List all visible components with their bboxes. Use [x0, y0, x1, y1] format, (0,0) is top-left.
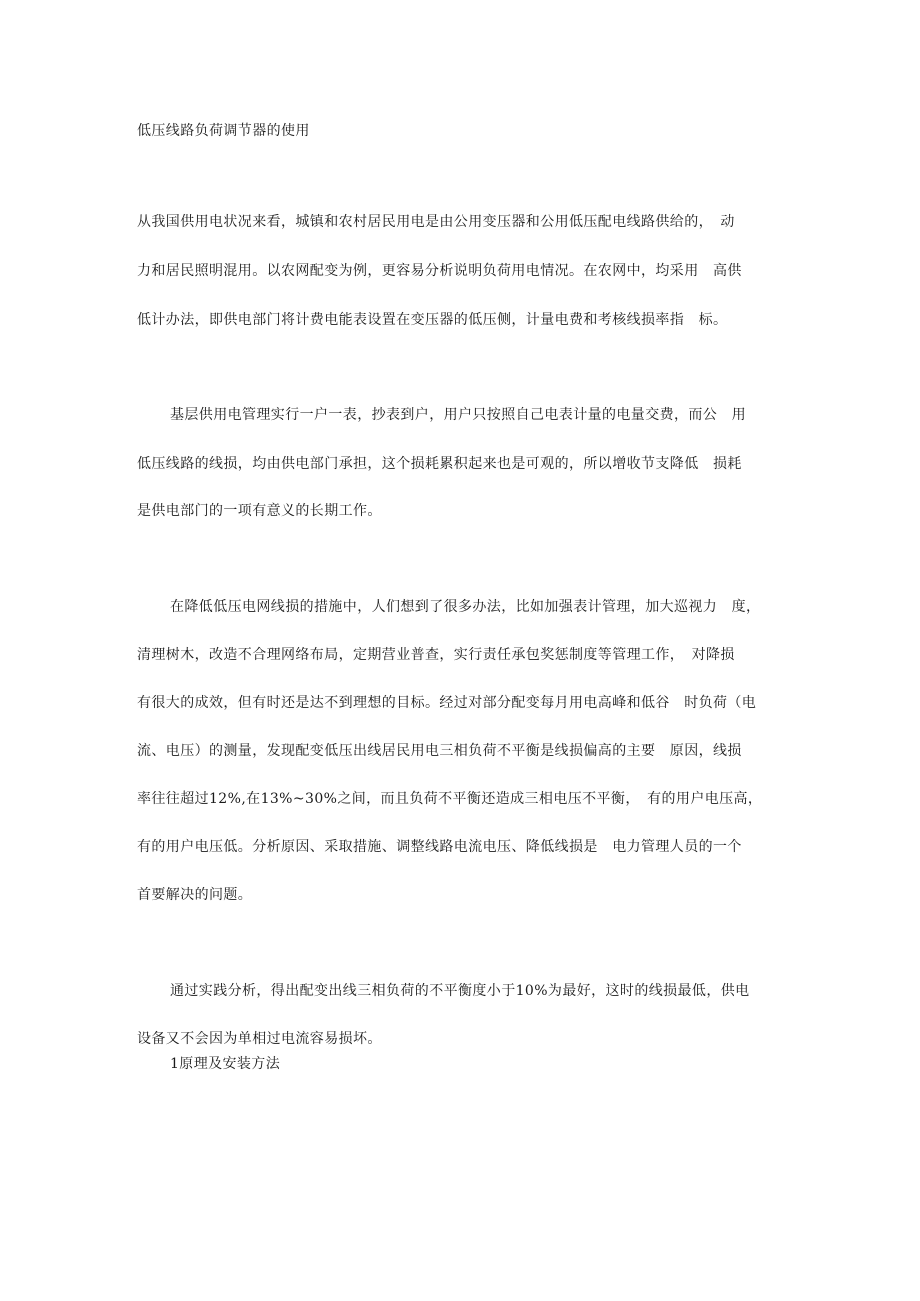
paragraph-3-line-7: 首要解决的问题。: [137, 887, 253, 903]
paragraph-2-line-1: 基层供用电管理实行一户一表，抄表到户，用户只按照自己电表计量的电量交费，而公 用: [170, 407, 746, 423]
paragraph-3-line-3: 有很大的成效，但有时还是达不到理想的目标。经过对部分配变每月用电高峰和低谷 时负荷（电: [137, 695, 757, 711]
paragraph-2-line-3: 是供电部门的一项有意义的长期工作。: [137, 503, 382, 519]
paragraph-3-line-4: 流、电压）的测量，发现配变低压出线居民用电三相负荷不平衡是线损偏高的主要 原因，线损: [137, 743, 742, 759]
paragraph-1-line-1: 从我国供用电状况来看，城镇和农村居民用电是由公用变压器和公用低压配电线路供给的， 动: [137, 214, 735, 230]
document-title: 低压线路负荷调节器的使用: [137, 123, 310, 139]
paragraph-4-line-2: 设备又不会因为单相过电流容易损坏。: [137, 1031, 382, 1047]
paragraph-3-line-2: 清理树木，改造不合理网络布局，定期营业普查，实行责任承包奖惩制度等管理工作， 对降损: [137, 647, 735, 663]
paragraph-3-line-1: 在降低低压电网线损的措施中，人们想到了很多办法，比如加强表计管理，加大巡视力 度，: [170, 599, 761, 615]
paragraph-4-line-1: 通过实践分析，得出配变出线三相负荷的不平衡度小于10%为最好，这时的线损最低，供电: [170, 983, 750, 999]
paragraph-2-line-2: 低压线路的线损，均由供电部门承担，这个损耗累积起来也是可观的，所以增收节支降低 损耗: [137, 456, 742, 472]
paragraph-3-line-5: 率往往超过12%,在13%~30%之间，而且负荷不平衡还造成三相电压不平衡， 有的用户电压高，: [137, 791, 763, 807]
paragraph-3-line-6: 有的用户电压低。分析原因、采取措施、调整线路电流电压、降低线损是 电力管理人员的一个: [137, 839, 742, 855]
section-heading: 1原理及安装方法: [170, 1056, 281, 1072]
paragraph-1-line-3: 低计办法，即供电部门将计费电能表设置在变压器的低压侧，计量电费和考核线损率指 标。: [137, 312, 728, 328]
paragraph-1-line-2: 力和居民照明混用。以农网配变为例，更容易分析说明负荷用电情况。在农网中，均采用 高供: [137, 263, 742, 279]
